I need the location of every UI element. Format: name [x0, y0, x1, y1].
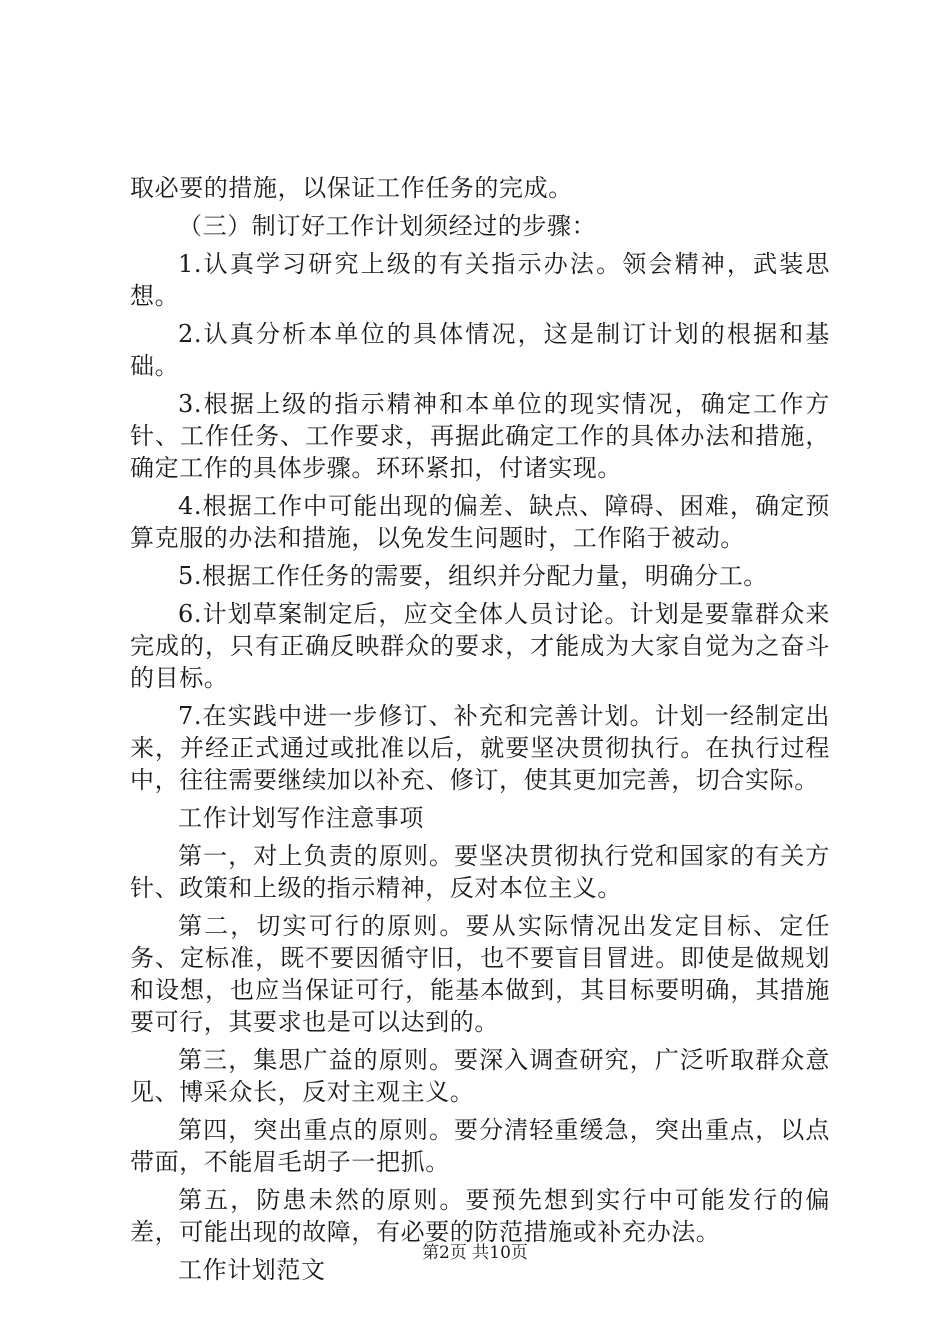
section-heading-steps: （三）制订好工作计划须经过的步骤： [178, 212, 597, 240]
step-1-paragraph: 1.认真学习研究上级的有关指示办法。领会精神，武装思想。 [130, 250, 830, 310]
step-6-paragraph: 6.计划草案制定后，应交全体人员讨论。计划是要靠群众来完成的，只有正确反映群众的要求，才能成为大家自觉为之奋斗的目标。 [130, 600, 830, 692]
paragraph-continuation: 取必要的措施，以保证工作任务的完成。 [130, 174, 573, 202]
document-body [130, 172, 830, 1292]
principle-1-paragraph: 第一，对上负责的原则。要坚决贯彻执行党和国家的有关方针、政策和上级的指示精神，反对本位主义。 [130, 842, 830, 902]
section-heading-sample: 工作计划范文 [178, 1256, 326, 1284]
page-number-footer: 第2页 共10页 [422, 1243, 528, 1263]
step-3-paragraph: 3.根据上级的指示精神和本单位的现实情况，确定工作方针、工作任务、工作要求，再据此确定工作的具体办法和措施，确定工作的具体步骤。环环紧扣，付诸实现。 [130, 390, 830, 482]
section-heading-notes: 工作计划写作注意事项 [178, 804, 424, 832]
step-4-paragraph: 4.根据工作中可能出现的偏差、缺点、障碍、困难，确定预算克服的办法和措施，以免发生问题时，工作陷于被动。 [130, 492, 830, 552]
step-5-paragraph: 5.根据工作任务的需要，组织并分配力量，明确分工。 [178, 562, 768, 590]
step-7-paragraph: 7.在实践中进一步修订、补充和完善计划。计划一经制定出来，并经正式通过或批准以后，就要坚决贯彻执行。在执行过程中，往往需要继续加以补充、修订，使其更加完善，切合实际。 [130, 702, 830, 794]
principle-3-paragraph: 第三，集思广益的原则。要深入调查研究，广泛听取群众意见、博采众长，反对主观主义。 [130, 1046, 830, 1106]
principle-2-paragraph: 第二，切实可行的原则。要从实际情况出发定目标、定任务、定标准，既不要因循守旧，也不要盲目冒进。即使是做规划和设想，也应当保证可行，能基本做到，其目标要明确，其措施要可行，其要求也是可以达到的。 [130, 912, 830, 1036]
step-2-paragraph: 2.认真分析本单位的具体情况，这是制订计划的根据和基础。 [130, 320, 830, 380]
principle-5-paragraph: 第五，防患未然的原则。要预先想到实行中可能发行的偏差，可能出现的故障，有必要的防范措施或补充办法。 [130, 1186, 830, 1246]
principle-4-paragraph: 第四，突出重点的原则。要分清轻重缓急，突出重点，以点带面，不能眉毛胡子一把抓。 [130, 1116, 830, 1176]
